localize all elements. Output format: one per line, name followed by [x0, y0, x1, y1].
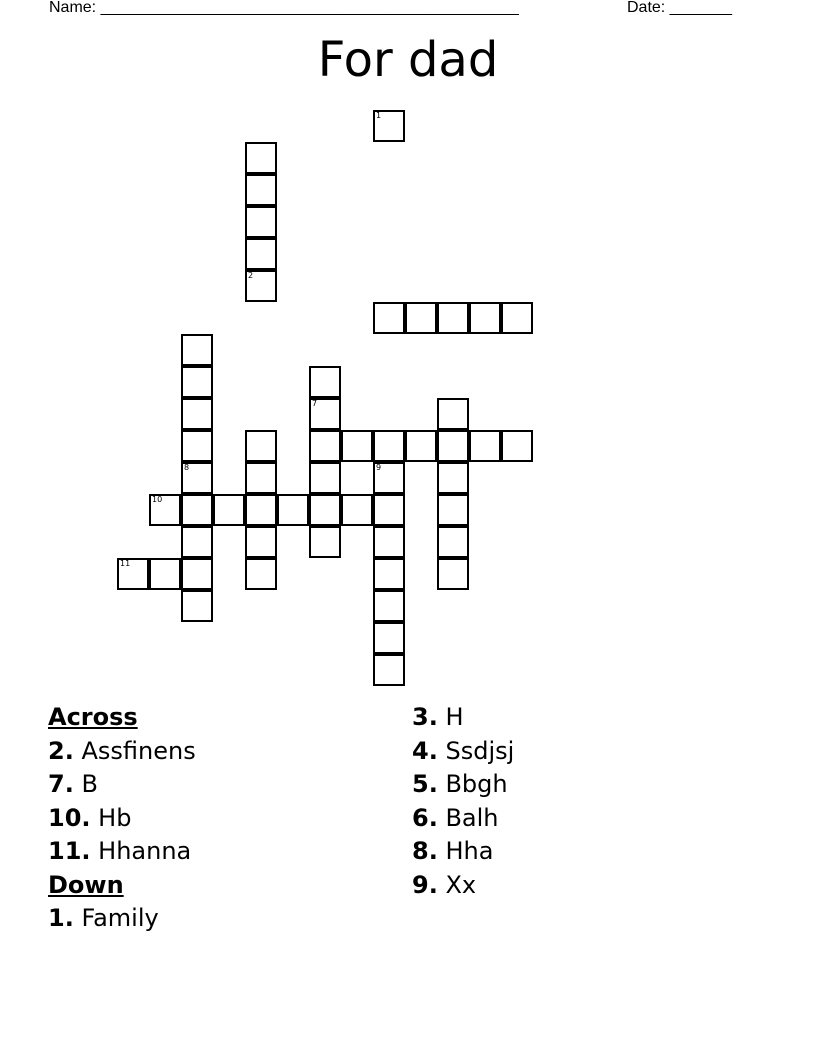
grid-cell: [373, 526, 405, 558]
clue-down-4: 4. Ssdjsj: [412, 736, 515, 765]
grid-cell: [501, 302, 533, 334]
grid-cell: [437, 430, 469, 462]
clue-number-8: 8: [184, 463, 190, 472]
grid-cell: [149, 494, 181, 526]
grid-cell: [469, 430, 501, 462]
grid-cell: [213, 494, 245, 526]
grid-cell: [373, 494, 405, 526]
date-field: Date: _______: [627, 0, 732, 16]
grid-cell: [437, 462, 469, 494]
clue-across-10: 10. Hb: [48, 803, 132, 832]
clue-down-5: 5. Bbgh: [412, 770, 508, 798]
clue-down-6: 6. Balh: [412, 803, 499, 832]
grid-cell: [437, 398, 469, 430]
clues-left-column: [48, 701, 196, 936]
grid-cell: [405, 430, 437, 462]
grid-cell: [373, 654, 405, 686]
grid-cell: [245, 270, 277, 302]
grid-cell: [373, 590, 405, 622]
name-field: Name: _______________________________________________: [49, 0, 519, 16]
clue-across-7: 7. B: [48, 770, 98, 798]
grid-cell: [373, 622, 405, 654]
grid-cell: [309, 366, 341, 398]
grid-cell: [181, 398, 213, 430]
grid-cell: [437, 302, 469, 334]
clue-number-10: 10: [152, 495, 163, 504]
across-heading: Across: [48, 703, 138, 731]
grid-cell: [181, 590, 213, 622]
grid-cell: [309, 398, 341, 430]
clue-number-2: 2: [248, 271, 254, 280]
clue-down-1: 1. Family: [48, 904, 159, 932]
page-title: For dad: [317, 32, 499, 88]
grid-cell: [245, 206, 277, 238]
grid-cell: [309, 526, 341, 558]
grid-cell: [405, 302, 437, 334]
clue-number-1: 1: [376, 111, 382, 120]
grid-cell: [309, 494, 341, 526]
grid-cell: [373, 558, 405, 590]
grid-cell: [309, 430, 341, 462]
grid-cell: [437, 526, 469, 558]
down-heading: Down: [48, 870, 124, 899]
grid-cell: [373, 430, 405, 462]
grid-cell: [245, 174, 277, 206]
grid-cell: [181, 366, 213, 398]
grid-cell: [245, 462, 277, 494]
grid-cell: [149, 558, 181, 590]
grid-cell: [501, 430, 533, 462]
grid-cell: [245, 430, 277, 462]
grid-cell: [373, 302, 405, 334]
grid-cell: [245, 526, 277, 558]
grid-cell: [309, 462, 341, 494]
grid-cell: [117, 558, 149, 590]
grid-cell: [181, 494, 213, 526]
grid-cell: [341, 430, 373, 462]
grid-cell: [437, 494, 469, 526]
clue-number-7: 7: [312, 399, 318, 408]
grid-cell: [245, 558, 277, 590]
grid-cell: [277, 494, 309, 526]
grid-cell: [373, 462, 405, 494]
grid-cell: [181, 462, 213, 494]
grid-cell: [181, 558, 213, 590]
grid-cell: [181, 430, 213, 462]
clue-down-3: 3. H: [412, 703, 464, 731]
grid-cell: [181, 334, 213, 366]
grid-cell: [437, 558, 469, 590]
grid-cell: [245, 238, 277, 270]
grid-cell: [341, 494, 373, 526]
grid-cell: [469, 302, 501, 334]
clue-down-9: 9. Xx: [412, 870, 477, 899]
clues-right-column: [412, 701, 514, 902]
clue-number-11: 11: [120, 559, 131, 568]
grid-cell: [373, 110, 405, 142]
clue-across-2: 2. Assfinens: [48, 736, 196, 765]
clue-number-9: 9: [376, 463, 382, 472]
grid-cell: [245, 142, 277, 174]
grid-cell: [245, 494, 277, 526]
clue-down-8: 8. Hha: [412, 837, 494, 865]
grid-cell: [181, 526, 213, 558]
clue-across-11: 11. Hhanna: [48, 837, 192, 865]
